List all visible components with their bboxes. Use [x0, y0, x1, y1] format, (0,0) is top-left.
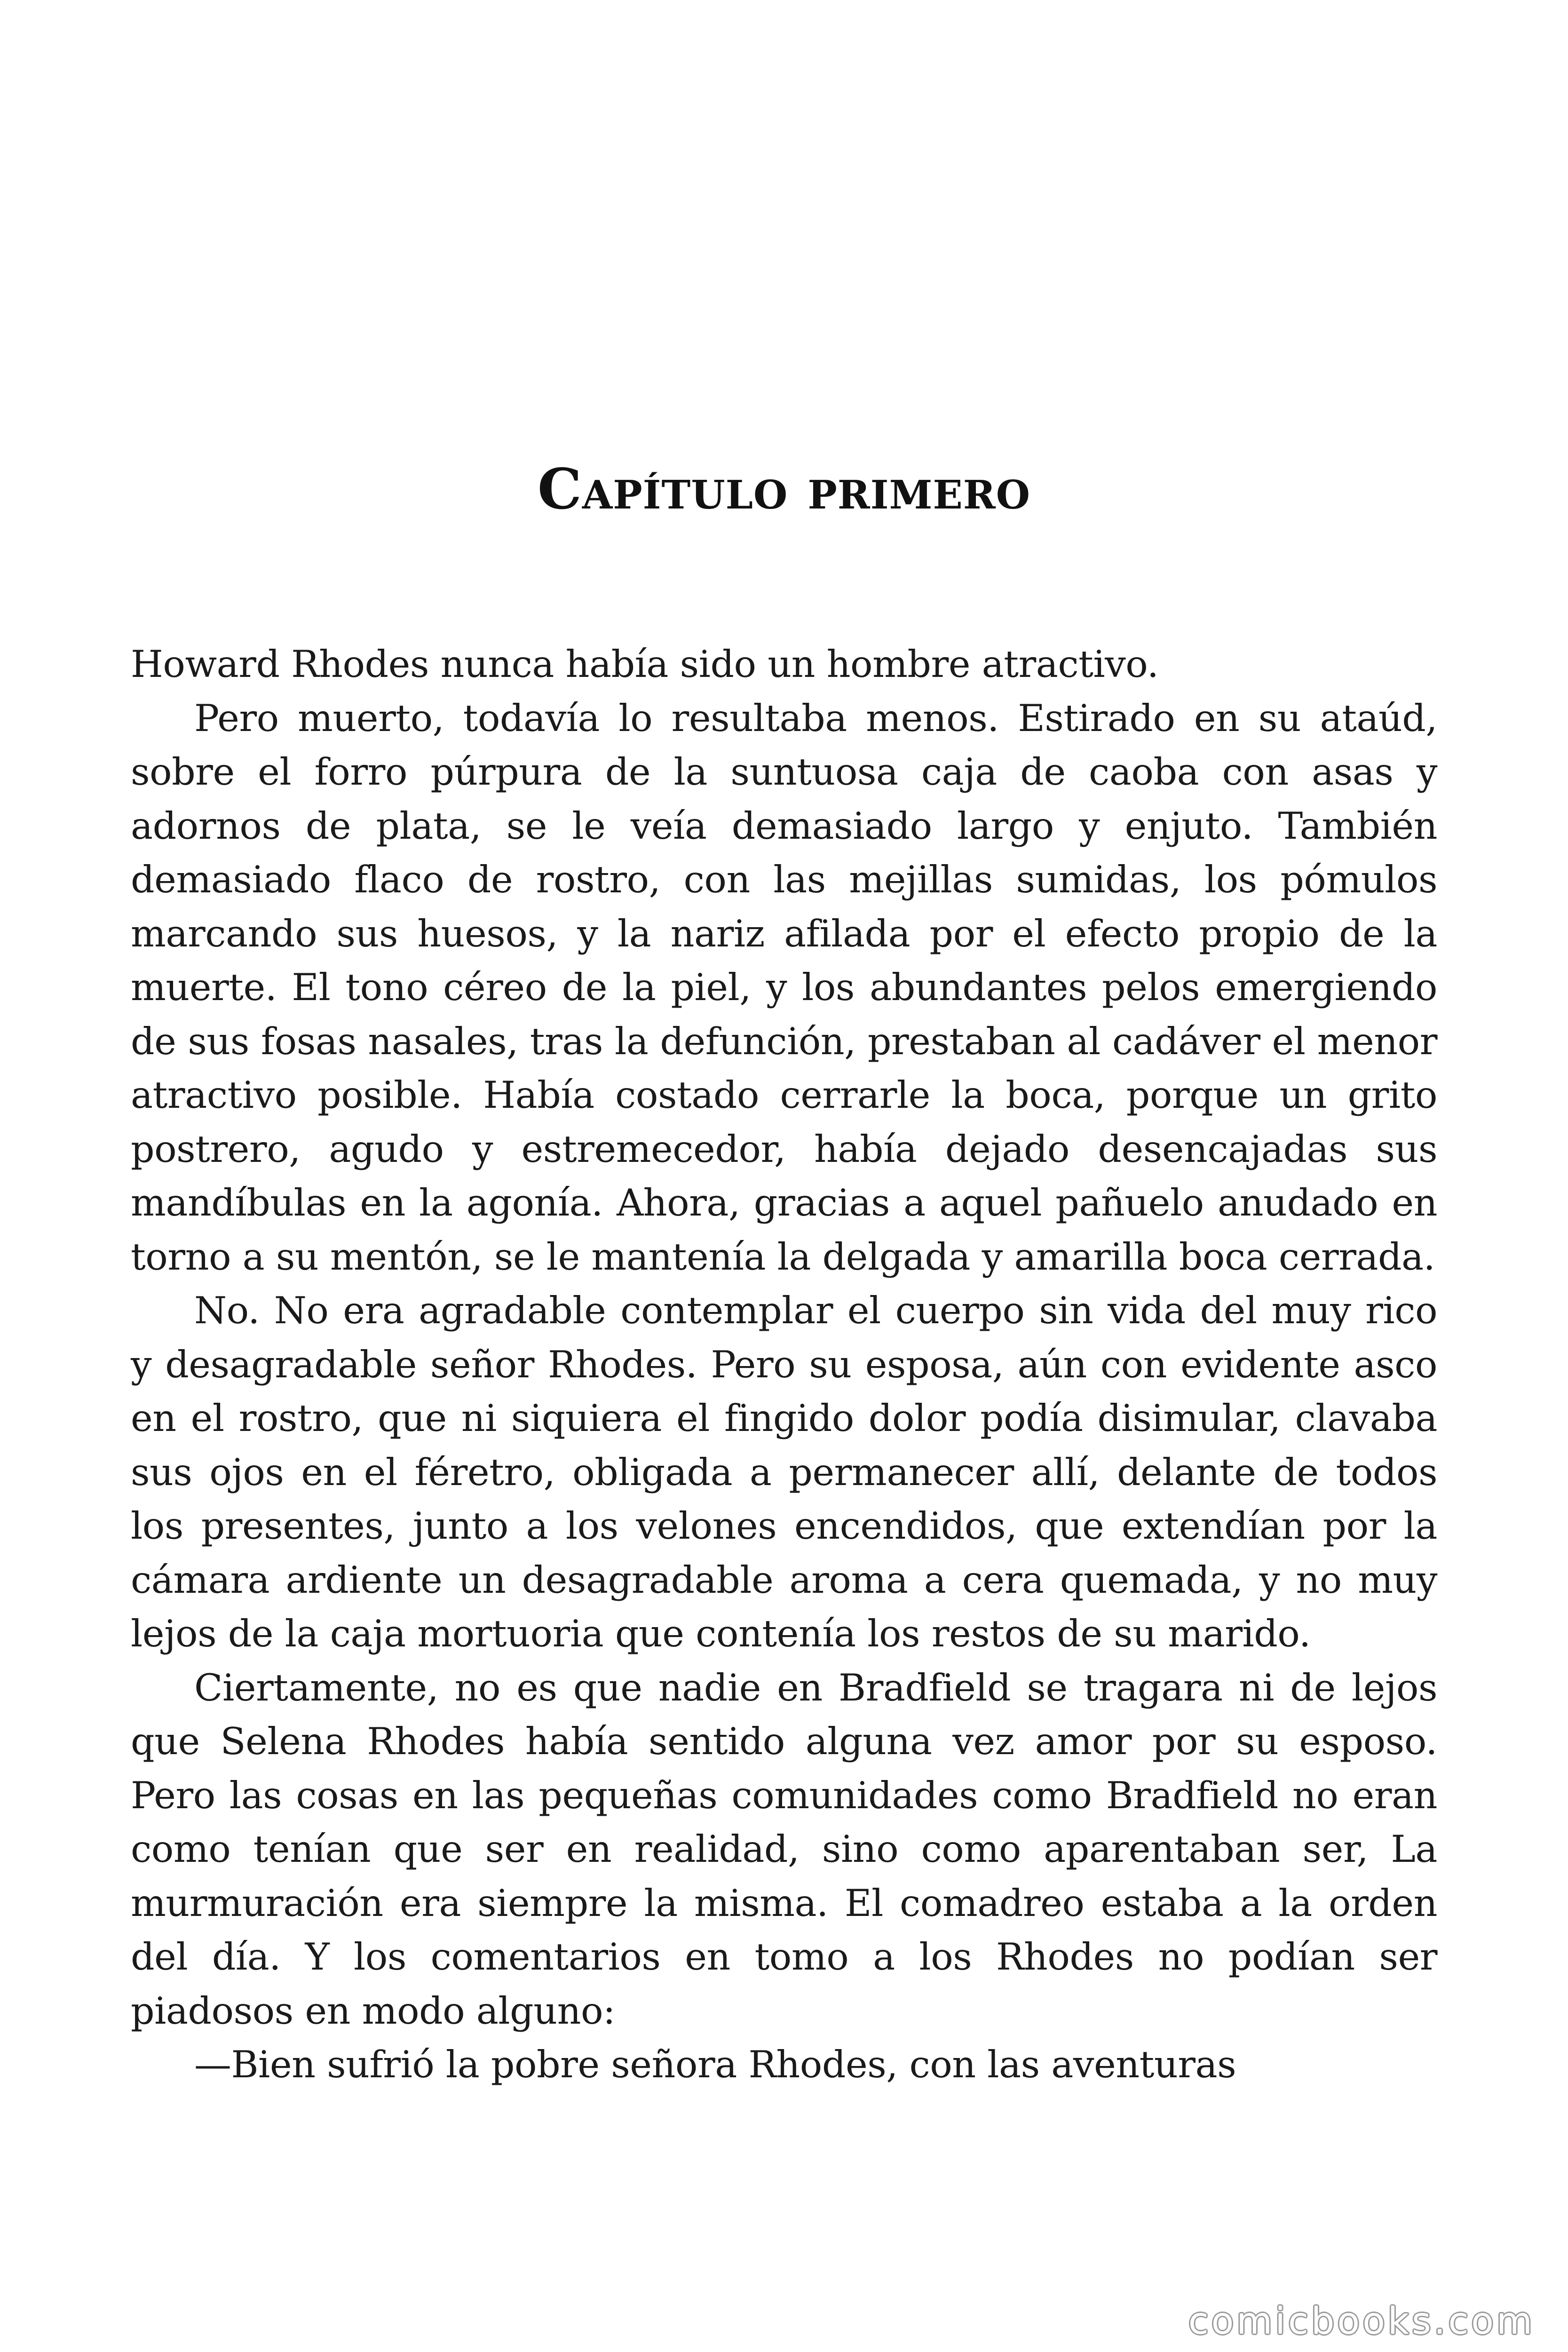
chapter-body: [131, 637, 1437, 2092]
paragraph-4: Ciertamente, no es que nadie en Bradfield se tragara ni de lejos que Selena Rhodes había sentido alguna vez amor por su esposo. Pero las cosas en las pequeñas comunidades como Bradfield no eran como tenían que ser en realidad, sino como aparentaban ser, La murmuración era siempre la misma. El comadreo estaba a la orden del día. Y los comentarios en tomo a los Rhodes no podían ser piadosos en modo alguno:: [131, 1666, 1437, 2033]
paragraph-1: Howard Rhodes nunca había sido un hombre atractivo.: [131, 643, 1159, 686]
watermark: comicbooks.com: [1188, 2300, 1535, 2343]
paragraph-3: No. No era agradable contemplar el cuerpo sin vida del muy rico y desagradable señor Rhodes. Pero su esposa, aún con evidente asco en el rostro, que ni siquiera el fingido dolor podía disimular, clavaba sus ojos en el féretro, obligada a permanecer allí, delante de todos los presentes, junto a los velones encendidos, que extendían por la cámara ardiente un desagradable aroma a cera quemada, y no muy lejos de la caja mortuoria que contenía los restos de su marido.: [131, 1289, 1437, 1655]
paragraph-5: —Bien sufrió la pobre señora Rhodes, con las aventuras: [194, 2043, 1236, 2086]
paragraph-2: Pero muerto, todavía lo resultaba menos. Estirado en su ataúd, sobre el forro púrpura de la suntuosa caja de caoba con asas y adornos de plata, se le veía demasiado largo y enjuto. También demasiado flaco de rostro, con las mejillas sumidas, los pómulos marcando sus huesos, y la nariz afilada por el efecto propio de la muerte. El tono céreo de la piel, y los abundantes pelos emergiendo de sus fosas nasales, tras la defunción, prestaban al cadáver el menor atractivo posible. Había costado cerrarle la boca, porque un grito postrero, agudo y estremecedor, había dejado desencajadas sus mandíbulas en la agonía. Ahora, gracias a aquel pañuelo anudado en torno a su mentón, se le mantenía la delgada y amarilla boca cerrada.: [131, 696, 1437, 1279]
chapter-title: Capítulo primero: [537, 456, 1031, 522]
